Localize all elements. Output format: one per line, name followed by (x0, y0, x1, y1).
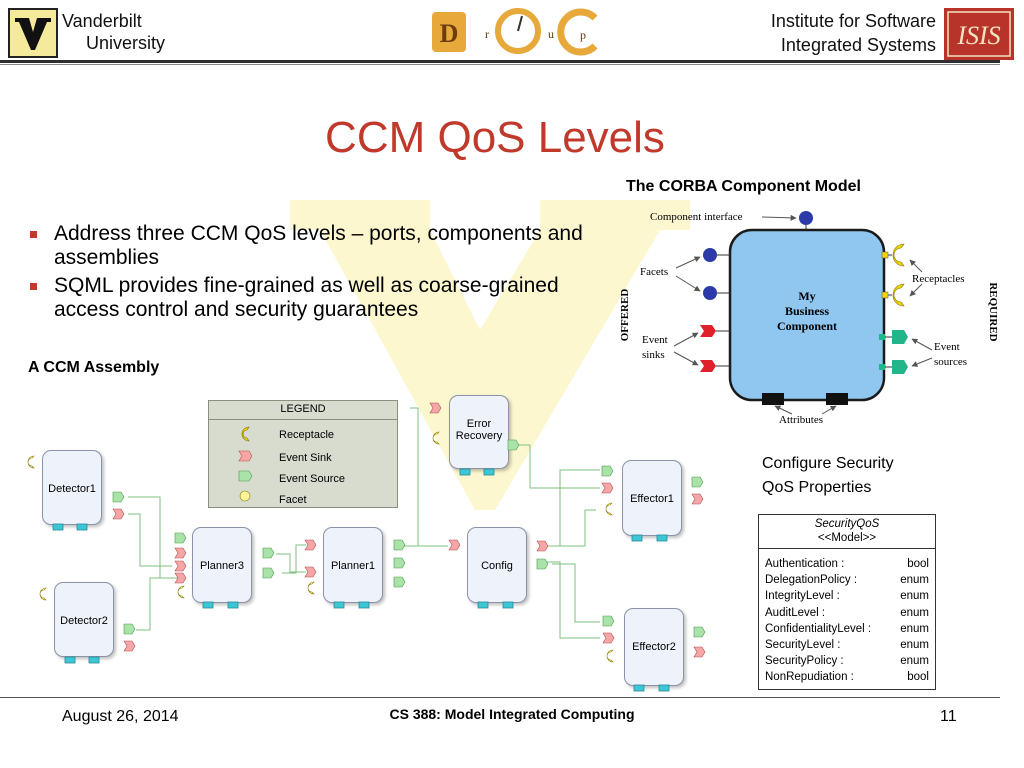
attribute-pad (484, 469, 494, 475)
vanderbilt-name (62, 10, 165, 54)
security-attribute-row: AuditLevel : enum (765, 606, 929, 619)
event-source-port (692, 477, 703, 487)
component-label: Planner1 (330, 560, 376, 572)
component-label: Detector1 (48, 483, 96, 495)
event-sink-port (124, 641, 135, 651)
event-sink-port (700, 325, 716, 337)
receptacle-port (893, 244, 904, 266)
attribute-pad (228, 602, 238, 608)
security-attribute-row: ConfidentialityLevel : enum (765, 622, 929, 635)
attribute-pad (77, 524, 87, 530)
event-source-port (394, 577, 405, 587)
facet-port (703, 286, 717, 300)
logo-letter-p: p (580, 28, 586, 42)
event-sink-port (175, 573, 186, 583)
security-caption: Configure Security QoS Properties (762, 455, 894, 496)
attribute-pad (503, 602, 513, 608)
bullet-square-icon (30, 231, 37, 238)
event-source-port (508, 440, 519, 450)
security-attribute-row: Authentication : bool (765, 558, 929, 570)
event-sources-label-2: sources (934, 356, 967, 368)
event-sinks-label-1: Event (642, 334, 668, 346)
legend-title: LEGEND (209, 403, 397, 420)
event-sink-port (175, 561, 186, 571)
event-sink-port (305, 540, 316, 550)
component-label: Effector2 (632, 641, 676, 653)
attribute-pad (659, 685, 669, 691)
event-source-port (602, 466, 613, 476)
receptacle-port (433, 432, 439, 444)
component-interface-port (799, 211, 813, 225)
attribute-pad (65, 657, 75, 663)
footer-rule (0, 697, 1000, 698)
legend-event-source: Event Source (279, 473, 346, 485)
event-sink-port (305, 567, 316, 577)
attribute-pad (634, 685, 644, 691)
event-source-port (124, 624, 135, 634)
isis-logo (944, 8, 1014, 60)
receptacle-port (308, 582, 314, 594)
legend-facet: Facet (279, 494, 307, 506)
event-sink-port (175, 548, 186, 558)
event-sink-port (430, 403, 441, 413)
attributes-label: Attributes (779, 414, 823, 426)
security-qos-model (758, 514, 936, 690)
receptacle-port (893, 284, 904, 306)
event-source-port (175, 533, 186, 543)
receptacle-port (606, 503, 612, 515)
event-source-port (113, 492, 124, 502)
footer-date: August 26, 2014 (62, 708, 179, 725)
attribute-pad (460, 469, 470, 475)
isis-name-line1: Institute for Software (770, 11, 936, 31)
event-source-port (263, 548, 274, 558)
receptacle-port (28, 456, 34, 468)
event-sink-port (449, 540, 460, 550)
component-label: Recovery (455, 430, 503, 442)
event-source-port (394, 558, 405, 568)
attribute-pad (657, 535, 667, 541)
facet-port (703, 248, 717, 262)
assembly-ports (0, 380, 760, 700)
offered-label: OFFERED (619, 288, 631, 342)
attribute-pad (632, 535, 642, 541)
security-attribute-row: DelegationPolicy : enum (765, 574, 929, 587)
security-qos-attributes (759, 549, 935, 686)
logo-letter-d: D (439, 19, 459, 48)
assembly-caption: A CCM Assembly (28, 359, 160, 376)
legend-receptacle: Receptacle (279, 429, 335, 441)
slide-title: CCM QoS Levels (325, 113, 665, 162)
security-qos-header (759, 515, 935, 549)
event-source-port (694, 627, 705, 637)
component-label-3: Component (776, 319, 838, 333)
bullet-item: Address three CCM QoS levels – ports, components and assemblies (28, 222, 608, 270)
bullet-item: SQML provides fine-grained as well as coarse-grained access control and security guarantees (28, 274, 608, 322)
component-label: Effector1 (630, 493, 674, 505)
event-sink-port (537, 541, 548, 551)
event-sources-label-1: Event (934, 341, 960, 353)
logo-letter-r: r (485, 27, 489, 41)
header-rule-thin (0, 64, 1000, 65)
facets-label: Facets (640, 266, 669, 278)
legend-event-sink: Event Sink (279, 452, 332, 464)
attribute-pad (359, 602, 369, 608)
security-attribute-row: NonRepudiation : bool (765, 671, 929, 684)
ccm-caption: The CORBA Component Model (626, 178, 861, 195)
event-sinks-label-2: sinks (642, 349, 665, 361)
footer-course: CS 388: Model Integrated Computing (389, 706, 635, 722)
component-label: Detector2 (60, 615, 108, 627)
event-sink-port (694, 647, 705, 657)
event-sink-port (700, 360, 716, 372)
security-attribute-row: IntegrityLevel : enum (765, 590, 929, 603)
bullet-square-icon (30, 283, 37, 290)
receptacle-port (607, 650, 613, 662)
required-label: REQUIRED (987, 282, 999, 342)
attribute-pad (478, 602, 488, 608)
page-number: 11 (940, 708, 957, 725)
component-label: Planner3 (199, 560, 245, 572)
attribute-pad (203, 602, 213, 608)
isis-logo-text: ISIS (957, 21, 1001, 50)
security-attribute-row: SecurityPolicy : enum (765, 655, 929, 668)
receptacle-port (40, 588, 46, 600)
attribute-pad (53, 524, 63, 530)
component-label: Error (466, 418, 492, 430)
attribute-pad (334, 602, 344, 608)
event-sink-port (602, 483, 613, 493)
component-label-1: My (798, 289, 816, 303)
attribute-pad (89, 657, 99, 663)
event-sink-port (692, 494, 703, 504)
event-sink-port (113, 509, 124, 519)
event-source-port (892, 330, 908, 344)
isis-name-line2: Integrated Systems (780, 35, 936, 55)
receptacles-label: Receptacles (912, 273, 965, 285)
receptacle-port (178, 586, 184, 598)
attribute-port (762, 393, 784, 405)
event-sink-port (603, 633, 614, 643)
org-name-line2: University (86, 33, 166, 53)
org-name-line1: Vanderbilt (62, 11, 142, 31)
bullet-list (28, 222, 608, 326)
attribute-port (826, 393, 848, 405)
event-source-port (394, 540, 405, 550)
isis-name (771, 9, 936, 57)
component-label-2: Business (784, 304, 830, 318)
header-rule (0, 60, 1000, 63)
vanderbilt-logo (8, 8, 58, 58)
class-stereotype: <<Model>> (817, 532, 877, 544)
class-name: SecurityQoS (814, 518, 880, 530)
component-interface-label: Component interface (650, 211, 743, 223)
logo-letter-u: u (548, 27, 554, 41)
event-source-port (263, 568, 274, 578)
security-attribute-row: SecurityLevel : enum (765, 638, 929, 651)
doc-group-logo (430, 4, 600, 56)
event-source-port (603, 616, 614, 626)
event-source-port (892, 360, 908, 374)
component-label: Config (481, 560, 513, 572)
event-source-port (537, 559, 548, 569)
